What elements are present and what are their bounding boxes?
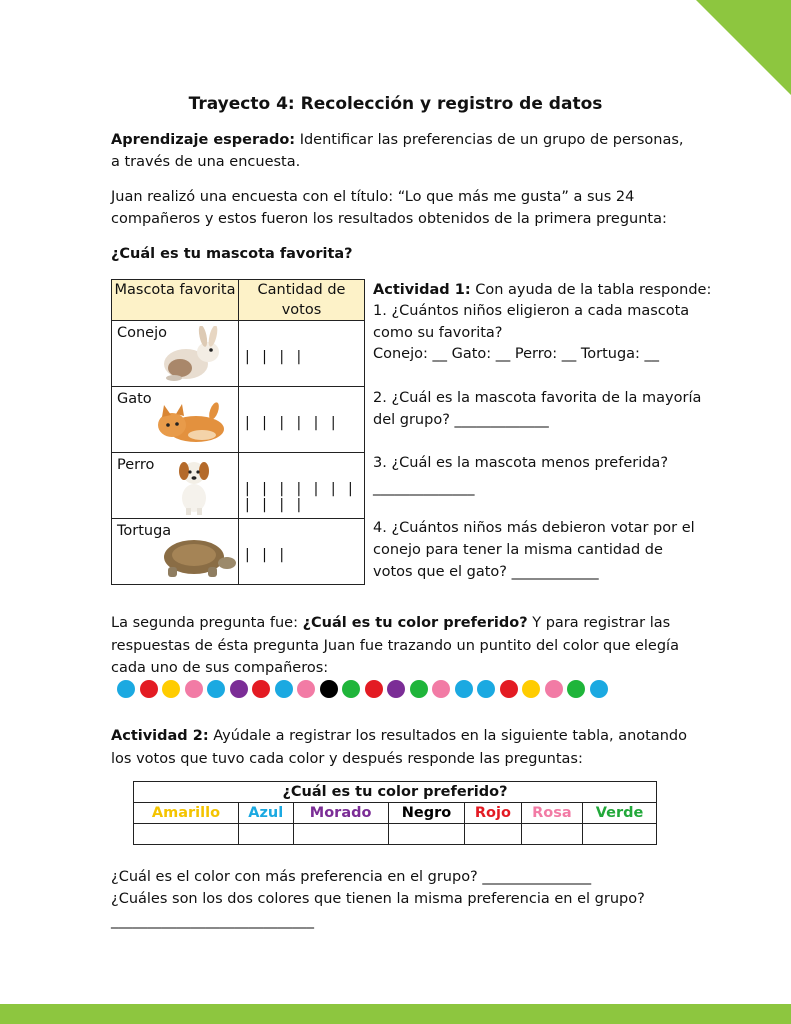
color-answer-row (134, 824, 657, 845)
color-answer-cell[interactable] (465, 824, 521, 845)
intro-line1: Juan realizó una encuesta con el título: “Lo que más me gusta” a sus 24 (111, 189, 635, 205)
color-answer-cell[interactable] (388, 824, 465, 845)
aprendizaje-label: Aprendizaje esperado: (111, 132, 296, 148)
aprendizaje-line2: a través de una encuesta. (111, 154, 301, 170)
color-dot (342, 680, 360, 698)
a1-q1-line2: como su favorita? (373, 325, 503, 341)
color-answer-cell[interactable] (583, 824, 657, 845)
a1-q4-line3: votos que el gato? ____________ (373, 564, 599, 580)
color-answer-cell[interactable] (293, 824, 388, 845)
segunda-line3: cada uno de sus compañeros: (111, 660, 329, 676)
pet-name-perro: Perro (117, 457, 155, 473)
pet-name-tortuga: Tortuga (117, 523, 172, 539)
pet-name-gato: Gato (117, 391, 152, 407)
actividad1-intro: Con ayuda de la tabla responde: (470, 282, 712, 298)
pet-table-header-pet: Mascota favorita (112, 280, 239, 321)
actividad2-text: Ayúdale a registrar los resultados en la siguiente tabla, anotando (208, 728, 688, 744)
color-dot (590, 680, 608, 698)
color-header-verde: Verde (583, 803, 657, 824)
color-answer-cell[interactable] (238, 824, 293, 845)
segunda-line1 (111, 612, 670, 634)
actividad1-title (373, 279, 711, 301)
a1-q4-line1: 4. ¿Cuántos niños más debieron votar por el (373, 520, 695, 536)
a1-q3-line1: 3. ¿Cuál es la mascota menos preferida? (373, 455, 669, 471)
color-dot (275, 680, 293, 698)
a1-q3-line2: ______________ (373, 480, 475, 496)
color-answer-cell[interactable] (521, 824, 583, 845)
turtle-image (152, 533, 236, 581)
a1-q2-line1: 2. ¿Cuál es la mascota favorita de la mayoría (373, 390, 702, 406)
color-dot (230, 680, 248, 698)
dog-image (174, 456, 214, 516)
page-title: Trayecto 4: Recolección y registro de datos (188, 94, 603, 114)
color-dot (432, 680, 450, 698)
color-header-negro: Negro (388, 803, 465, 824)
actividad2-line2: los votos que tuvo cada color y después responde las preguntas: (111, 751, 583, 767)
aprendizaje-line1 (111, 129, 684, 151)
segunda-post: Y para registrar las (527, 615, 671, 631)
actividad1-label: Actividad 1: (373, 282, 471, 298)
a1-q1-line1: 1. ¿Cuántos niños eligieron a cada mascota (373, 303, 690, 319)
color-dot (410, 680, 428, 698)
color-dot (387, 680, 405, 698)
final-q1: ¿Cuál es el color con más preferencia en el grupo? _______________ (111, 869, 592, 885)
color-dot (522, 680, 540, 698)
color-header-amarillo: Amarillo (134, 803, 239, 824)
a1-q1-line3: Conejo: __ Gato: __ Perro: __ Tortuga: __ (373, 346, 660, 362)
color-dot (252, 680, 270, 698)
final-blank: ____________________________ (111, 913, 314, 929)
color-header-row (134, 803, 657, 824)
color-header-azul: Azul (238, 803, 293, 824)
final-q2: ¿Cuáles son los dos colores que tienen la misma preferencia en el grupo? (111, 891, 645, 907)
bottom-bar (0, 1004, 791, 1024)
color-dot (477, 680, 495, 698)
color-dot (207, 680, 225, 698)
pet-table-header-votes: Cantidad de votos (239, 280, 365, 321)
cat-image (152, 397, 228, 447)
color-table (133, 781, 657, 845)
tally-perro: | | | | | | | | | | | (239, 453, 365, 519)
segunda-line2: respuestas de ésta pregunta Juan fue trazando un puntito del color que elegía (111, 638, 679, 654)
color-header-rojo: Rojo (465, 803, 521, 824)
corner-decoration (696, 0, 791, 95)
actividad2-label: Actividad 2: (111, 728, 209, 744)
color-dot (162, 680, 180, 698)
color-dots (117, 680, 608, 698)
color-header-rosa: Rosa (521, 803, 583, 824)
pet-table (111, 279, 365, 585)
a1-q2-line2: del grupo? _____________ (373, 412, 549, 428)
color-dot (455, 680, 473, 698)
color-answer-cell[interactable] (134, 824, 239, 845)
color-dot (185, 680, 203, 698)
color-dot (117, 680, 135, 698)
segunda-question: ¿Cuál es tu color preferido? (302, 615, 528, 631)
color-header-morado: Morado (293, 803, 388, 824)
segunda-pre: La segunda pregunta fue: (111, 615, 303, 631)
intro-line2: compañeros y estos fueron los resultados obtenidos de la primera pregunta: (111, 211, 667, 227)
pet-row-conejo (112, 321, 239, 387)
tally-conejo: | | | | (239, 321, 365, 387)
pet-row-tortuga (112, 519, 239, 585)
color-dot (320, 680, 338, 698)
tally-tortuga: | | | (239, 519, 365, 585)
question1: ¿Cuál es tu mascota favorita? (111, 246, 353, 262)
a1-q4-line2: conejo para tener la misma cantidad de (373, 542, 663, 558)
pet-row-gato (112, 387, 239, 453)
color-dot (140, 680, 158, 698)
tally-gato: | | | | | | (239, 387, 365, 453)
pet-name-conejo: Conejo (117, 325, 168, 341)
color-dot (567, 680, 585, 698)
pet-row-perro (112, 453, 239, 519)
aprendizaje-text: Identificar las preferencias de un grupo de personas, (295, 132, 684, 148)
color-table-title: ¿Cuál es tu color preferido? (134, 782, 657, 803)
color-dot (365, 680, 383, 698)
color-dot (297, 680, 315, 698)
rabbit-image (160, 326, 226, 382)
actividad2-line1 (111, 725, 687, 747)
color-dot (500, 680, 518, 698)
color-dot (545, 680, 563, 698)
